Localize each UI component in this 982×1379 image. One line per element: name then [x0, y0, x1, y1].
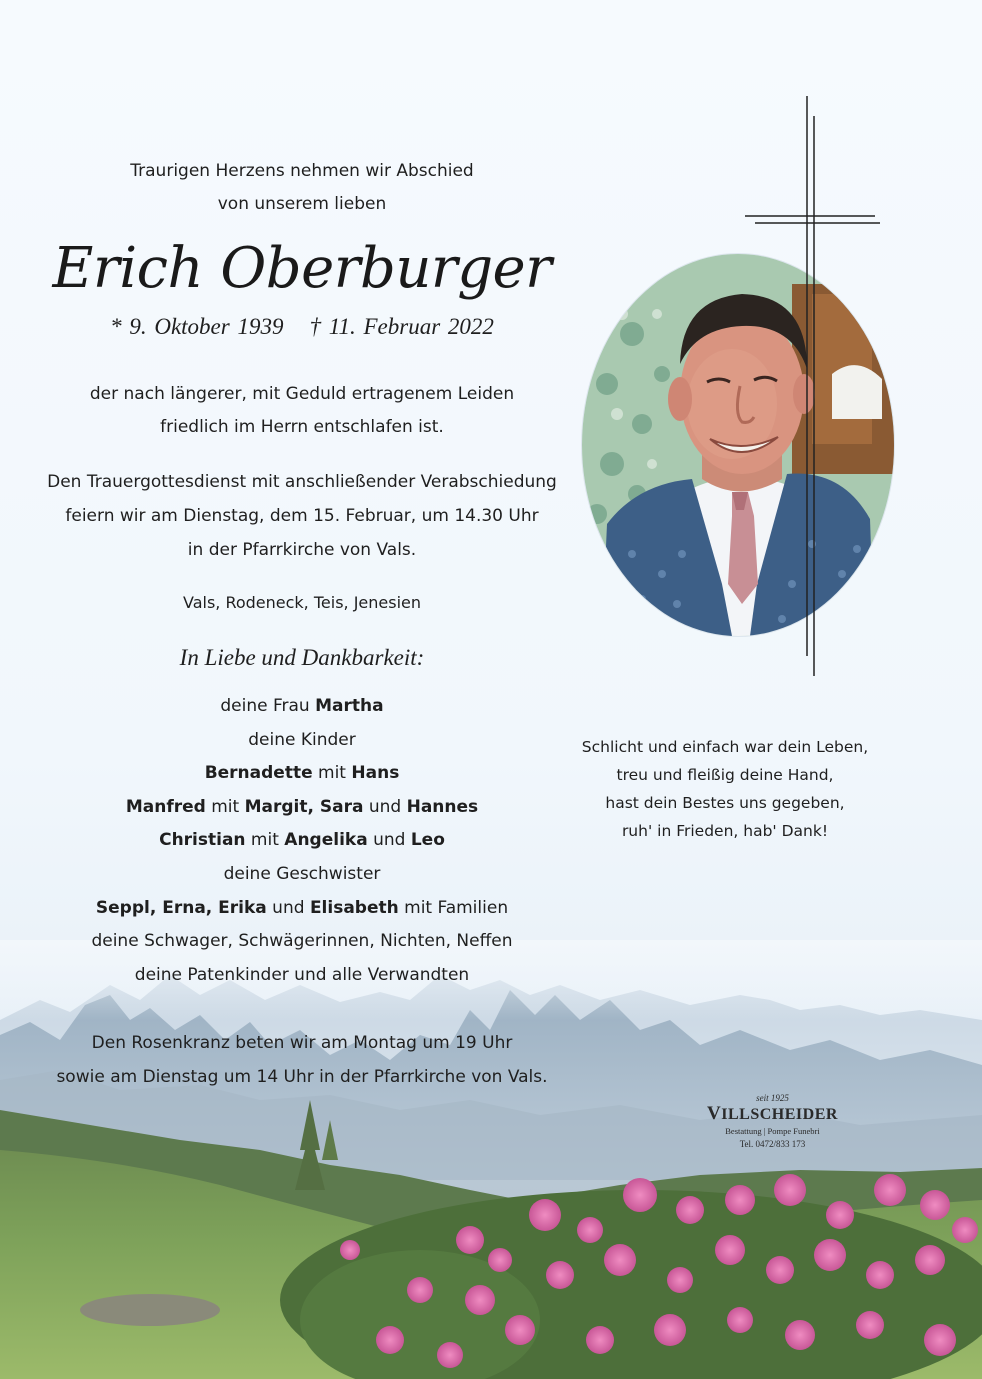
poem-line-3: hast dein Bestes uns gegeben,	[605, 794, 845, 812]
poem-line-2: treu und fleißig deine Hand,	[616, 766, 834, 784]
service-line-2: feiern wir am Dienstag, dem 15. Februar, um 14.30 Uhr	[65, 506, 539, 526]
logo-initial: V	[707, 1103, 722, 1124]
logo-subtitle: Bestattung | Pompe Funebri	[725, 1126, 820, 1136]
intro-text	[42, 155, 562, 221]
passing-text	[42, 378, 562, 444]
rosary-line-1: Den Rosenkranz beten wir am Montag um 19 Uhr	[91, 1033, 513, 1053]
family-child-3	[42, 824, 562, 858]
with-word: mit	[205, 796, 245, 817]
rosary-text	[42, 1026, 562, 1094]
inlaws-line: deine Schwager, Schwägerinnen, Nichten, Neffen	[91, 931, 513, 952]
with-word: mit	[245, 830, 285, 851]
deceased-name: Erich Oberburger	[52, 236, 552, 301]
child-3-name: Christian	[159, 830, 246, 851]
love-heading: In Liebe und Dankbarkeit:	[179, 645, 425, 670]
child-3-partner: Angelika	[284, 830, 368, 851]
children-label: deine Kinder	[248, 729, 356, 750]
child-1-name: Bernadette	[204, 763, 313, 784]
intro-line-2: von unserem lieben	[217, 194, 387, 214]
family-child-1	[42, 757, 562, 791]
and-word: und	[367, 830, 411, 851]
family-wife	[42, 690, 562, 724]
family-list	[42, 690, 562, 992]
places-text: Vals, Rodeneck, Teis, Jenesien	[182, 593, 422, 612]
child-3-kid: Leo	[410, 830, 445, 851]
poem-line-4: ruh' in Frieden, hab' Dank!	[621, 822, 829, 840]
godchildren-line: deine Patenkinder und alle Verwandten	[134, 964, 470, 985]
child-1-partner: Hans	[351, 763, 400, 784]
sibling-last-name: Elisabeth	[309, 897, 399, 918]
family-siblings	[42, 892, 562, 926]
funeral-home-logo	[700, 1093, 845, 1151]
death-date: † 11. Februar 2022	[309, 314, 494, 339]
service-line-1: Den Trauergottesdienst mit anschließender Verabschiedung	[47, 472, 557, 492]
poem-line-1: Schlicht und einfach war dein Leben,	[581, 738, 869, 756]
siblings-names: Seppl, Erna, Erika	[95, 897, 267, 918]
logo-since: seit 1925	[756, 1093, 789, 1103]
passing-line-2: friedlich im Herrn entschlafen ist.	[160, 417, 444, 437]
child-2-kid: Hannes	[406, 796, 479, 817]
cross-icon	[740, 96, 880, 676]
siblings-label: deine Geschwister	[223, 863, 381, 884]
wife-prefix: deine Frau	[220, 696, 316, 716]
with-word: mit	[312, 763, 352, 784]
family-child-2	[42, 791, 562, 825]
child-2-name: Manfred	[125, 796, 206, 817]
passing-line-1: der nach längerer, mit Geduld ertragenem Leiden	[89, 384, 515, 404]
birth-date: * 9. Oktober 1939	[110, 314, 284, 339]
wife-name: Martha	[315, 696, 384, 716]
rosary-line-2: sowie am Dienstag um 14 Uhr in der Pfarrkirche von Vals.	[56, 1067, 548, 1087]
service-text	[42, 465, 562, 567]
siblings-suffix: mit Familien	[398, 897, 509, 918]
service-line-3: in der Pfarrkirche von Vals.	[187, 540, 417, 560]
memorial-poem	[580, 733, 870, 845]
intro-line-1: Traurigen Herzens nehmen wir Abschied	[130, 161, 474, 181]
logo-name-rest: ILLSCHEIDER	[721, 1106, 838, 1123]
and-word: und	[363, 796, 407, 817]
child-2-partner: Margit, Sara	[244, 796, 364, 817]
logo-brand	[700, 1104, 845, 1125]
and-word: und	[266, 897, 310, 918]
logo-phone: Tel. 0472/833 173	[739, 1139, 806, 1149]
life-dates	[42, 314, 562, 340]
